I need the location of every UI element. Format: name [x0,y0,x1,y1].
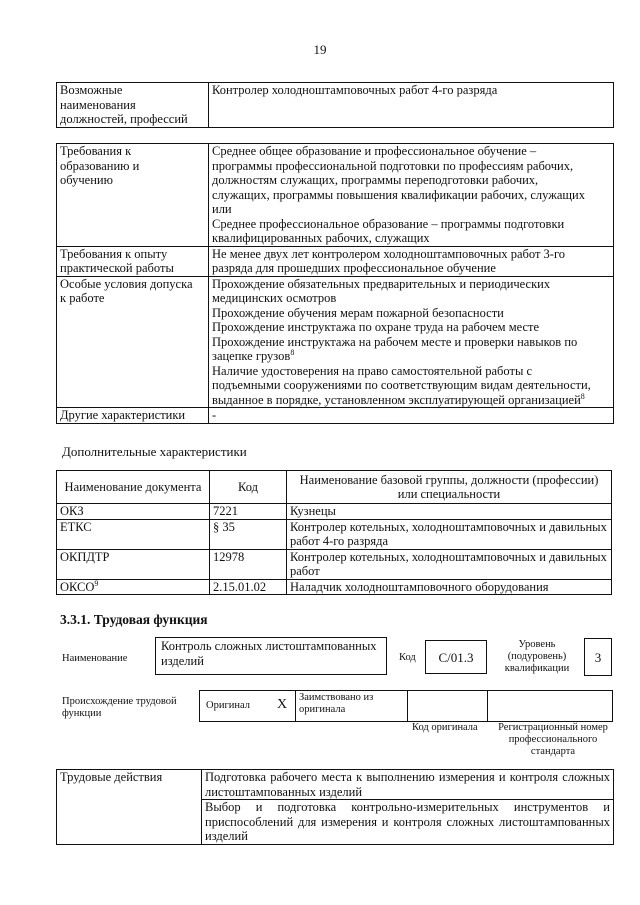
name-cell: Наладчик холодноштамповочного оборудования [287,579,612,595]
header-name: Наименование базовой группы, должности (профессии) или специальности [287,471,612,504]
labor-action-item: Выбор и подготовка контрольно-измерительных инструментов и приспособлений для измерения и контроля сложных листоштампованных изделий [202,800,614,845]
requirement-value: Среднее общее образование и профессиональное обучение – программы профессиональной подготовки по профессиям рабочих, должностям служащих, программы переподготовки рабочих, служащих, программы повышения квалификации рабочих, служащих или Среднее профессиональное образование – программы подготовки квалифицированных рабочих, служащих [209,144,614,247]
labor-action-item: Подготовка рабочего места к выполнению измерения и контроля сложных листоштампованных изделий [202,770,614,800]
requirement-row [57,408,614,424]
code-cell: 7221 [210,504,287,520]
qualification-level-value: 3 [584,638,612,676]
origin-row-box [199,690,613,722]
registration-number-label: Регистрационный номер профессионального стандарта [498,722,608,757]
positions-row [57,83,614,128]
header-document: Наименование документа [57,471,210,504]
code-cell: § 35 [210,519,287,549]
qualification-level-label: Уровень (подуровень) квалификации [504,639,570,674]
origin-divider [487,690,488,722]
function-code-label: Код [399,652,416,663]
code-cell: 2.15.01.02 [210,579,287,595]
positions-label: Возможные наименования должностей, профессий [57,83,209,128]
requirement-row [57,246,614,276]
footnote-mark: 8 [580,391,585,401]
page-number: 19 [313,42,327,57]
positions-table [56,82,614,128]
requirement-value: - [209,408,614,424]
original-label: Оригинал [206,700,250,711]
function-name-value: Контроль сложных листоштампованных изделий [155,637,387,675]
name-cell: Контролер котельных, холодноштамповочных и давильных работ 4-го разряда [287,519,612,549]
origin-label: Происхождение трудовой функции [62,696,177,719]
doc-cell: ОКЗ [57,504,210,520]
table-row [57,549,612,579]
table-row [57,504,612,520]
requirement-value: Не менее двух лет контролером холодноштамповочных работ 3-го разряда для прошедших профессиональное обучение [209,246,614,276]
doc-cell: ОКПДТР [57,549,210,579]
header-code: Код [210,471,287,504]
characteristics-header-row [57,471,612,504]
origin-divider [295,690,296,722]
code-original-label: Код оригинала [412,722,478,733]
requirement-label: Требования к образованию и обучению [57,144,209,247]
origin-divider [407,690,408,722]
footnote-mark: 9 [94,578,99,588]
additional-characteristics-title: Дополнительные характеристики [62,444,247,459]
requirement-value: Прохождение обязательных предварительных и периодических медицинских осмотров Прохождение обучения мерам пожарной безопасности Прохождение инструктажа по охране труда на рабочем месте Прохождение инструктажа на рабочем месте и проверки навыков по зацепке грузов$^8$ Наличие удостоверения на право самостоятельной работы с подъемными сооружениями по соответствующим видам деятельности, выданное в порядке, установленном эксплуатирующей организацией$^8$ [209,276,614,408]
function-code-value: C/01.3 [425,640,487,674]
requirement-label: Особые условия допуска к работе [57,276,209,408]
requirement-label: Требования к опыту практической работы [57,246,209,276]
requirement-row [57,144,614,247]
characteristics-table [56,470,612,595]
original-check-mark: X [277,697,288,712]
labor-actions-table [56,769,614,845]
function-name-label: Наименование [62,653,128,664]
name-cell: Контролер котельных, холодноштамповочных и давильных работ [287,549,612,579]
table-row [57,519,612,549]
table-row [57,579,612,595]
positions-value: Контролер холодноштамповочных работ 4-го разряда [209,83,614,128]
doc-cell: ОКСО$^9$ [57,579,210,595]
requirement-row [57,276,614,408]
section-title: 3.3.1. Трудовая функция [60,612,208,627]
code-cell: 12978 [210,549,287,579]
doc-cell: ЕТКС [57,519,210,549]
table-row [57,770,614,800]
requirements-table [56,143,614,424]
borrowed-label: Заимствовано из оригинала [299,692,374,715]
footnote-mark: 8 [290,347,295,357]
labor-actions-label: Трудовые действия [57,770,202,845]
name-cell: Кузнецы [287,504,612,520]
requirement-label: Другие характеристики [57,408,209,424]
